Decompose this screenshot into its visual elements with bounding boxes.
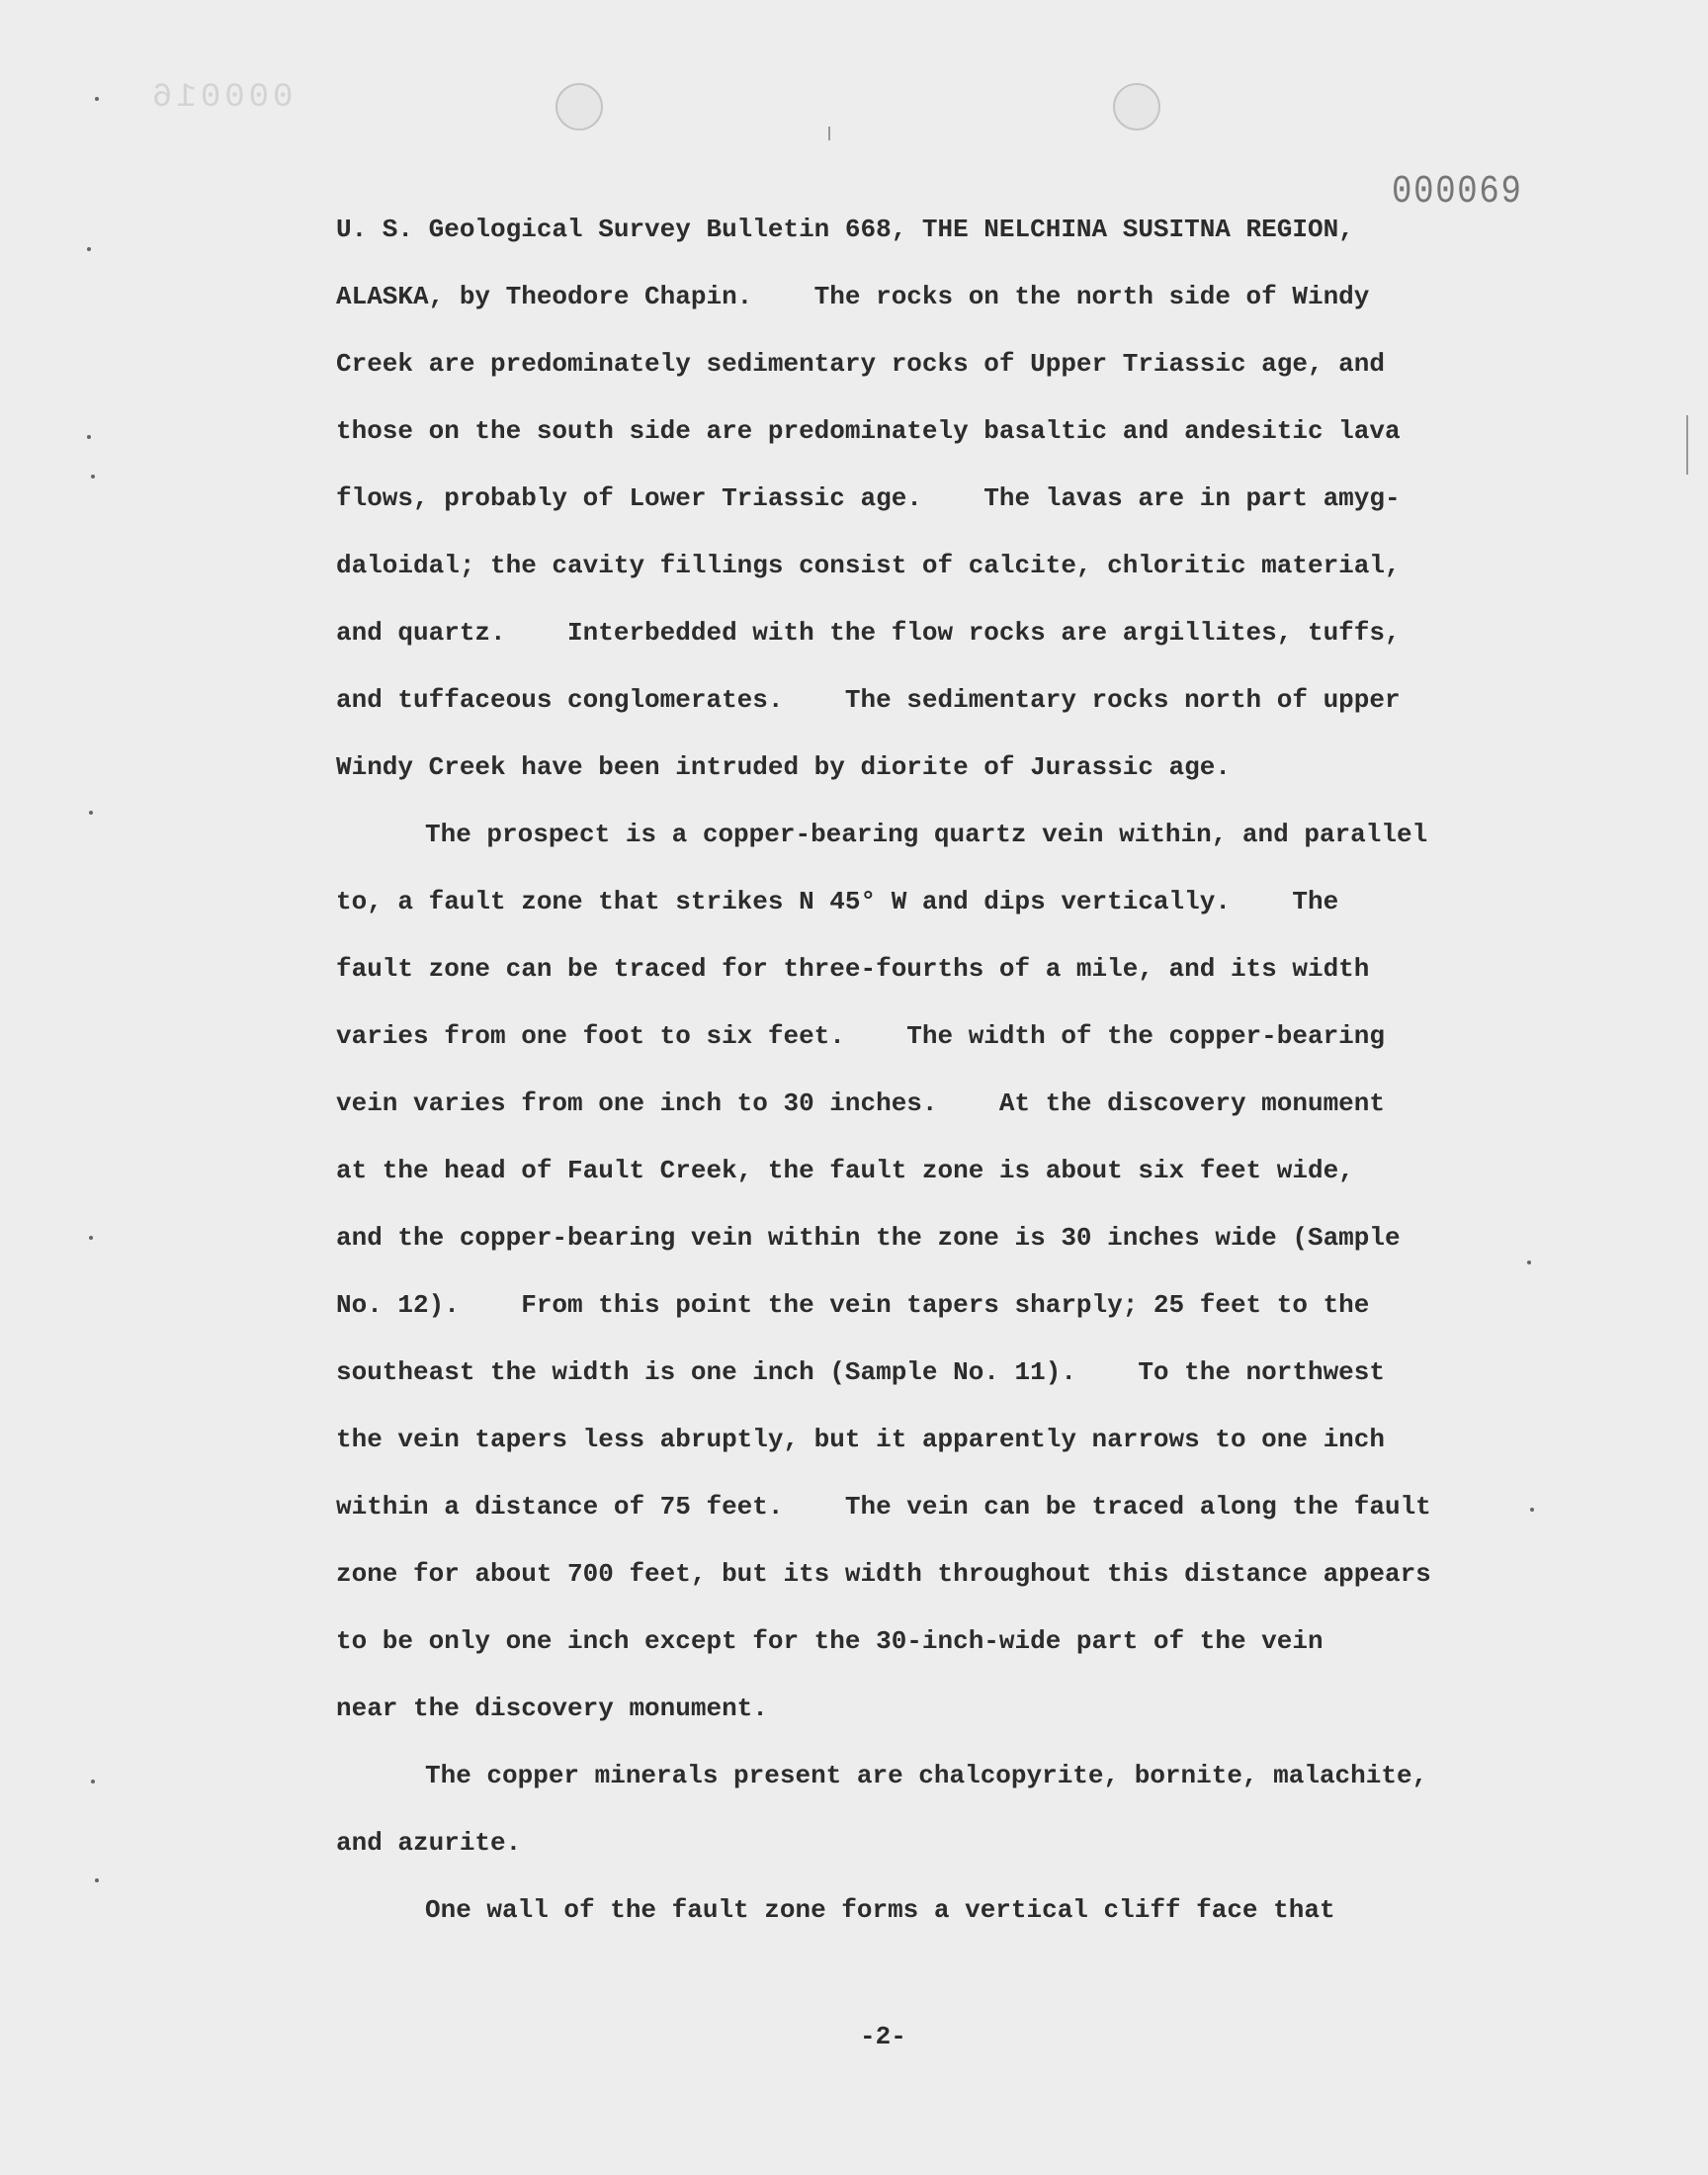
scan-speck [89,1236,93,1240]
text-line: the vein tapers less abruptly, but it apparently narrows to one inch [336,1425,1385,1454]
text-line: southeast the width is one inch (Sample No. 11). To the northwest [336,1357,1385,1387]
text-line: and the copper-bearing vein within the zone is 30 inches wide (Sample [336,1223,1401,1253]
scan-speck [95,97,99,101]
text-line: those on the south side are predominately basaltic and andesitic lava [336,416,1401,446]
text-line: Creek are predominately sedimentary rocks of Upper Triassic age, and [336,349,1385,379]
text-line: flows, probably of Lower Triassic age. The lavas are in part amyg- [336,483,1401,513]
text-line: at the head of Fault Creek, the fault zone is about six feet wide, [336,1156,1354,1185]
text-line: to, a fault zone that strikes N 45° W and dips vertically. The [336,887,1339,916]
text-line: to be only one inch except for the 30-inch-wide part of the vein [336,1626,1324,1656]
scan-speck [1530,1508,1534,1512]
text-line: No. 12). From this point the vein tapers sharply; 25 feet to the [336,1290,1370,1320]
scan-speck [91,1780,95,1784]
scan-speck [95,1878,99,1882]
page-number: -2- [860,2022,906,2051]
text-line: Windy Creek have been intruded by diorite of Jurassic age. [336,752,1231,782]
scan-speck [87,247,91,251]
text-line: vein varies from one inch to 30 inches. At the discovery monument [336,1088,1385,1118]
scan-speck [91,475,95,478]
punch-hole-left [555,83,603,130]
scan-speck [89,811,93,815]
body-text [336,196,1562,1944]
scan-speck [87,435,91,439]
text-line: ALASKA, by Theodore Chapin. The rocks on the north side of Windy [336,282,1370,311]
text-line: and quartz. Interbedded with the flow rocks are argillites, tuffs, [336,618,1401,648]
scan-edge-mark [1686,415,1688,475]
text-line: near the discovery monument. [336,1694,768,1723]
text-line: varies from one foot to six feet. The width of the copper-bearing [336,1021,1385,1051]
text-line: The prospect is a copper-bearing quartz vein within, and parallel [425,820,1428,849]
text-line: zone for about 700 feet, but its width throughout this distance appears [336,1559,1431,1589]
bleed-through-number: 000016 [148,79,294,117]
text-line: and azurite. [336,1828,522,1858]
text-line: U. S. Geological Survey Bulletin 668, THE NELCHINA SUSITNA REGION, [336,215,1354,244]
text-line: fault zone can be traced for three-fourths of a mile, and its width [336,954,1370,984]
scan-speck [1527,1261,1531,1264]
text-line: One wall of the fault zone forms a vertical cliff face that [425,1895,1335,1925]
text-line: The copper minerals present are chalcopyrite, bornite, malachite, [425,1761,1428,1790]
scan-edge-mark [828,127,830,140]
text-line: within a distance of 75 feet. The vein can be traced along the fault [336,1492,1431,1522]
text-line: daloidal; the cavity fillings consist of calcite, chloritic material, [336,551,1401,580]
document-stamp-number: 000069 [1392,170,1523,215]
text-line: and tuffaceous conglomerates. The sedimentary rocks north of upper [336,685,1401,715]
punch-hole-right [1113,83,1160,130]
